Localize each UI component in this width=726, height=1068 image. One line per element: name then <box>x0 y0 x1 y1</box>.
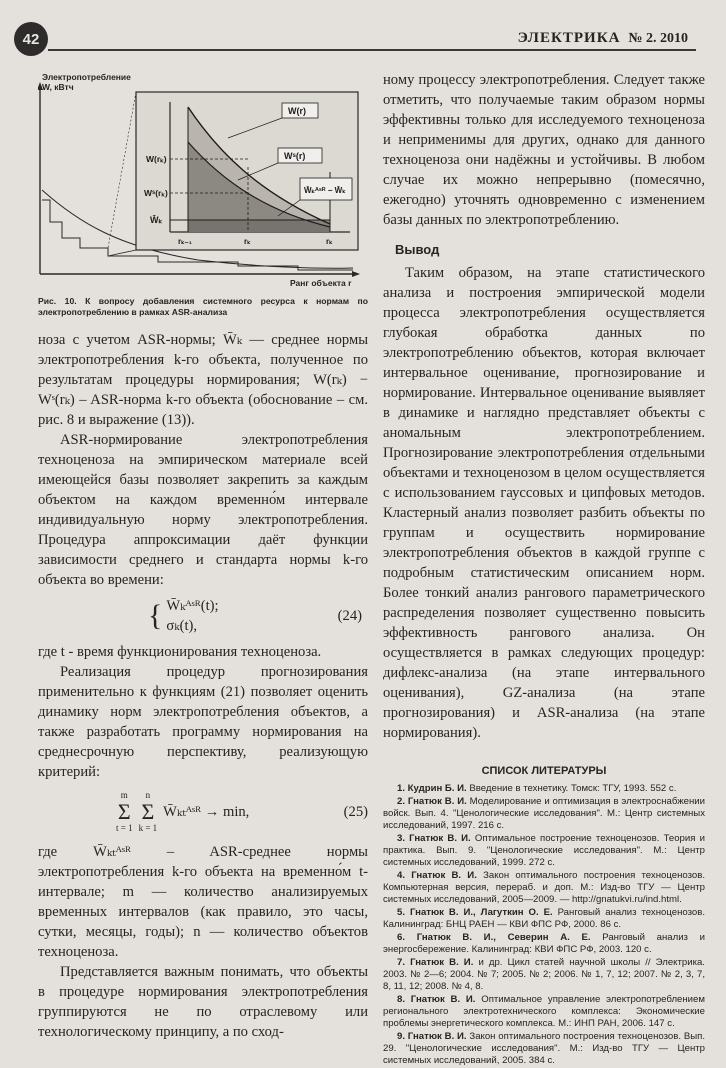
label-w-r: W(r) <box>288 106 306 116</box>
figure-10 <box>38 72 366 290</box>
label-wk-bar: W̄ₖ <box>150 215 163 225</box>
page-number: 42 <box>14 22 48 56</box>
reference-item: 5. Гнатюк В. И., Лагуткин О. Е. Ранговый анализ техноценозов. Калининград: БНЦ РАЕН — КВИ ФПС РФ, 2000. 86 с. <box>383 907 705 930</box>
left-paragraph-4: Реализация процедур прогнозирования применительно к функциям (21) позволяет оценить динамику норм электропотребления объектов, а также разработать программу нормирования на среднесрочную перспективу, реализующую критерий: <box>38 664 368 780</box>
formula-24-number: (24) <box>337 607 362 624</box>
reference-item: 3. Гнатюк В. И. Оптимальное построение техноценозов. Теория и практика. Вып. 9. "Ценологические исследования". М.: Центр системных исследований, 1999. 272 с. <box>383 833 705 868</box>
sum-2-upper: n <box>145 790 151 800</box>
left-column <box>38 70 368 1042</box>
label-r-k-1: rₖ₋₁ <box>178 237 193 246</box>
section-heading-conclusion: Вывод <box>395 242 440 257</box>
formula-24 <box>38 596 368 636</box>
label-w-asr: W̄ₖᴬˢᴿ − W̄ₖ <box>304 186 346 195</box>
sum-2: n Σ k = 1 <box>138 790 158 833</box>
sum-2-lower: k = 1 <box>138 823 158 833</box>
journal-issue: № 2. 2010 <box>628 31 688 46</box>
figure-graph <box>38 72 366 290</box>
left-paragraph-5: где W̄ₖₜᴬˢᴿ – ASR-среднее нормы электропотребления k-го объекта на временно́м t-интервале; m — количество анализируемых временных интервалов (как правило, это часы, сутки, месяцы, годы); n — количество объектов техноценоза. <box>38 844 368 960</box>
left-paragraph-1: ноза с учетом ASR-нормы; W̄ₖ — среднее нормы электропотребления k-го объекта, полученное по результатам процедуры нормирования; W(rₖ) − Wˢ(rₖ) – ASR-норма k-го объекта (обоснование – см. рис. 8 и выражение (13)). <box>38 332 368 428</box>
reference-item: 7. Гнатюк В. И. и др. Цикл статей научной школы // Электрика. 2003. № 2—6; 2004. № 7; 2005. № 2; 2006. № 1, 7, 12; 2007. № 2, 3, 7, 8, 11, 12; 2008. № 4, 8. <box>383 957 705 992</box>
reference-item: 1. Кудрин Б. И. Введение в технетику. Томск: ТГУ, 1993. 552 с. <box>397 783 677 794</box>
left-paragraph-3: где t - время функционирования техноценоза. <box>38 644 322 660</box>
label-ws-r: Wˢ(r) <box>284 151 306 161</box>
figure-caption: Рис. 10. К вопросу добавления системного ресурса к нормам по электропотреблению в рамках ASR-анализа <box>38 296 368 317</box>
right-column <box>383 70 705 1068</box>
label-r-k: rₖ <box>244 237 251 246</box>
header-rule <box>48 49 696 51</box>
label-w-rk: W(rₖ) <box>146 154 167 164</box>
references-list <box>383 783 705 1067</box>
right-paragraph-1: ному процессу электропотребления. Следует также отметить, что получаемые таким образом нормы эффективны только для исследуемого техноценоза и неприменимы для других, однако для данного техноценоза они надёжны и устойчивы. В любом случае их можно непрерывно (помесячно, ежегодно) уточнять одновременно с изменением базы данных по электропотреблению. <box>383 72 705 228</box>
left-paragraph-2: ASR-нормирование электропотребления техноценоза на эмпирическом материале всей имеющейся базы позволяет закрепить за каждым объектом на каждом временно́м интервале индивидуальную норму электропотребления. Процедура аппроксимации даёт функции зависимости среднего и стандарта нормы k-го объекта во времени: <box>38 432 368 588</box>
reference-item: 4. Гнатюк В. И. Закон оптимального построения техноценозов. Компьютерная версия, перераб. и доп. М.: Изд-во ТГУ — Центр системных исследований, 2005—2009. — http://gnatukvi.ru/ind.html. <box>383 870 705 905</box>
references-title: СПИСОК ЛИТЕРАТУРЫ <box>481 765 607 777</box>
sum-1-lower: t = 1 <box>116 823 133 833</box>
journal-title: ЭЛЕКТРИКА <box>517 30 621 46</box>
label-r-k-end: rₖ <box>326 237 333 246</box>
formula-brace: { <box>148 599 163 632</box>
y-axis-title: Электропотребление <box>42 72 131 82</box>
reference-item: 8. Гнатюк В. И. Оптимальное управление электропотреблением регионального электротехнического комплекса: Экономические проблемы энергетического комплекса. М.: ИНП РАН, 2006. 147 с. <box>383 994 705 1029</box>
journal-header <box>518 30 688 47</box>
reference-item: 6. Гнатюк В. И., Северин А. Е. Ранговый анализ и энергосбережение. Калининград: КВИ ФПС РФ, 2003. 120 с. <box>383 932 705 955</box>
sum-1: m Σ t = 1 <box>116 790 133 833</box>
right-paragraph-2: Таким образом, на этапе статистического анализа и построения эмпирической модели процесса электропотребления осуществляется глубокая обработка данных по электропотреблению объектов, которая включает интервальное оценивание, прогнозирование и нормирование. Интервальное оценивание выявляет в динамике и наглядно представляет объекты с аномальным электропотреблением. Прогнозирование электропотребления отдельными объектами и техноценозом в целом осуществляется с использованием гауссовых и ципфовых методов. Кластерный анализ позволяет разбить объекты по группам и осуществить нормирование электропотребления объектов в каждой группе с подробным статистическим описанием норм. Более тонкий анализ рангового параметрического распределения позволяет существенно повысить эффективность рангового анализа. Он осуществляется в рамках следующих процедур: дифлекс-анализа (на этапе интервального оценивания), GZ-анализа (на этапе прогнозирования) и ASR-анализа (на этапе нормирования). <box>383 265 705 741</box>
formula-24-line-2: σₖ(t), <box>166 618 198 634</box>
reference-item: 9. Гнатюк В. И. Закон оптимального построения техноценозов. Вып. 29. "Ценологические исследования". М.: Изд-во ТГУ — Центр системных исследований, 2005. 384 с. <box>383 1031 705 1066</box>
formula-24-line-1: W̄ₖᴬˢᴿ(t); <box>166 598 219 614</box>
x-axis-title: Ранг объекта r <box>290 278 352 288</box>
y-axis-unit: W, кВтч <box>42 82 74 92</box>
sum-1-upper: m <box>120 790 128 800</box>
formula-25 <box>38 790 368 834</box>
formula-25-body: W̄ₖₜᴬˢᴿ → min, <box>163 804 250 820</box>
reference-item: 2. Гнатюк В. И. Моделирование и оптимизация в электроснабжении войск. Вып. 4. "Ценологические исследования". М.: Центр системных исследований, 1997. 216 с. <box>383 796 705 831</box>
label-ws-rk: Wˢ(rₖ) <box>144 188 168 198</box>
formula-25-number: (25) <box>343 803 368 820</box>
left-paragraph-6: Представляется важным понимать, что объекты в процедуре нормирования электропотребления группируются не по отраслевому или технологическому принципу, а по сход- <box>38 964 368 1040</box>
